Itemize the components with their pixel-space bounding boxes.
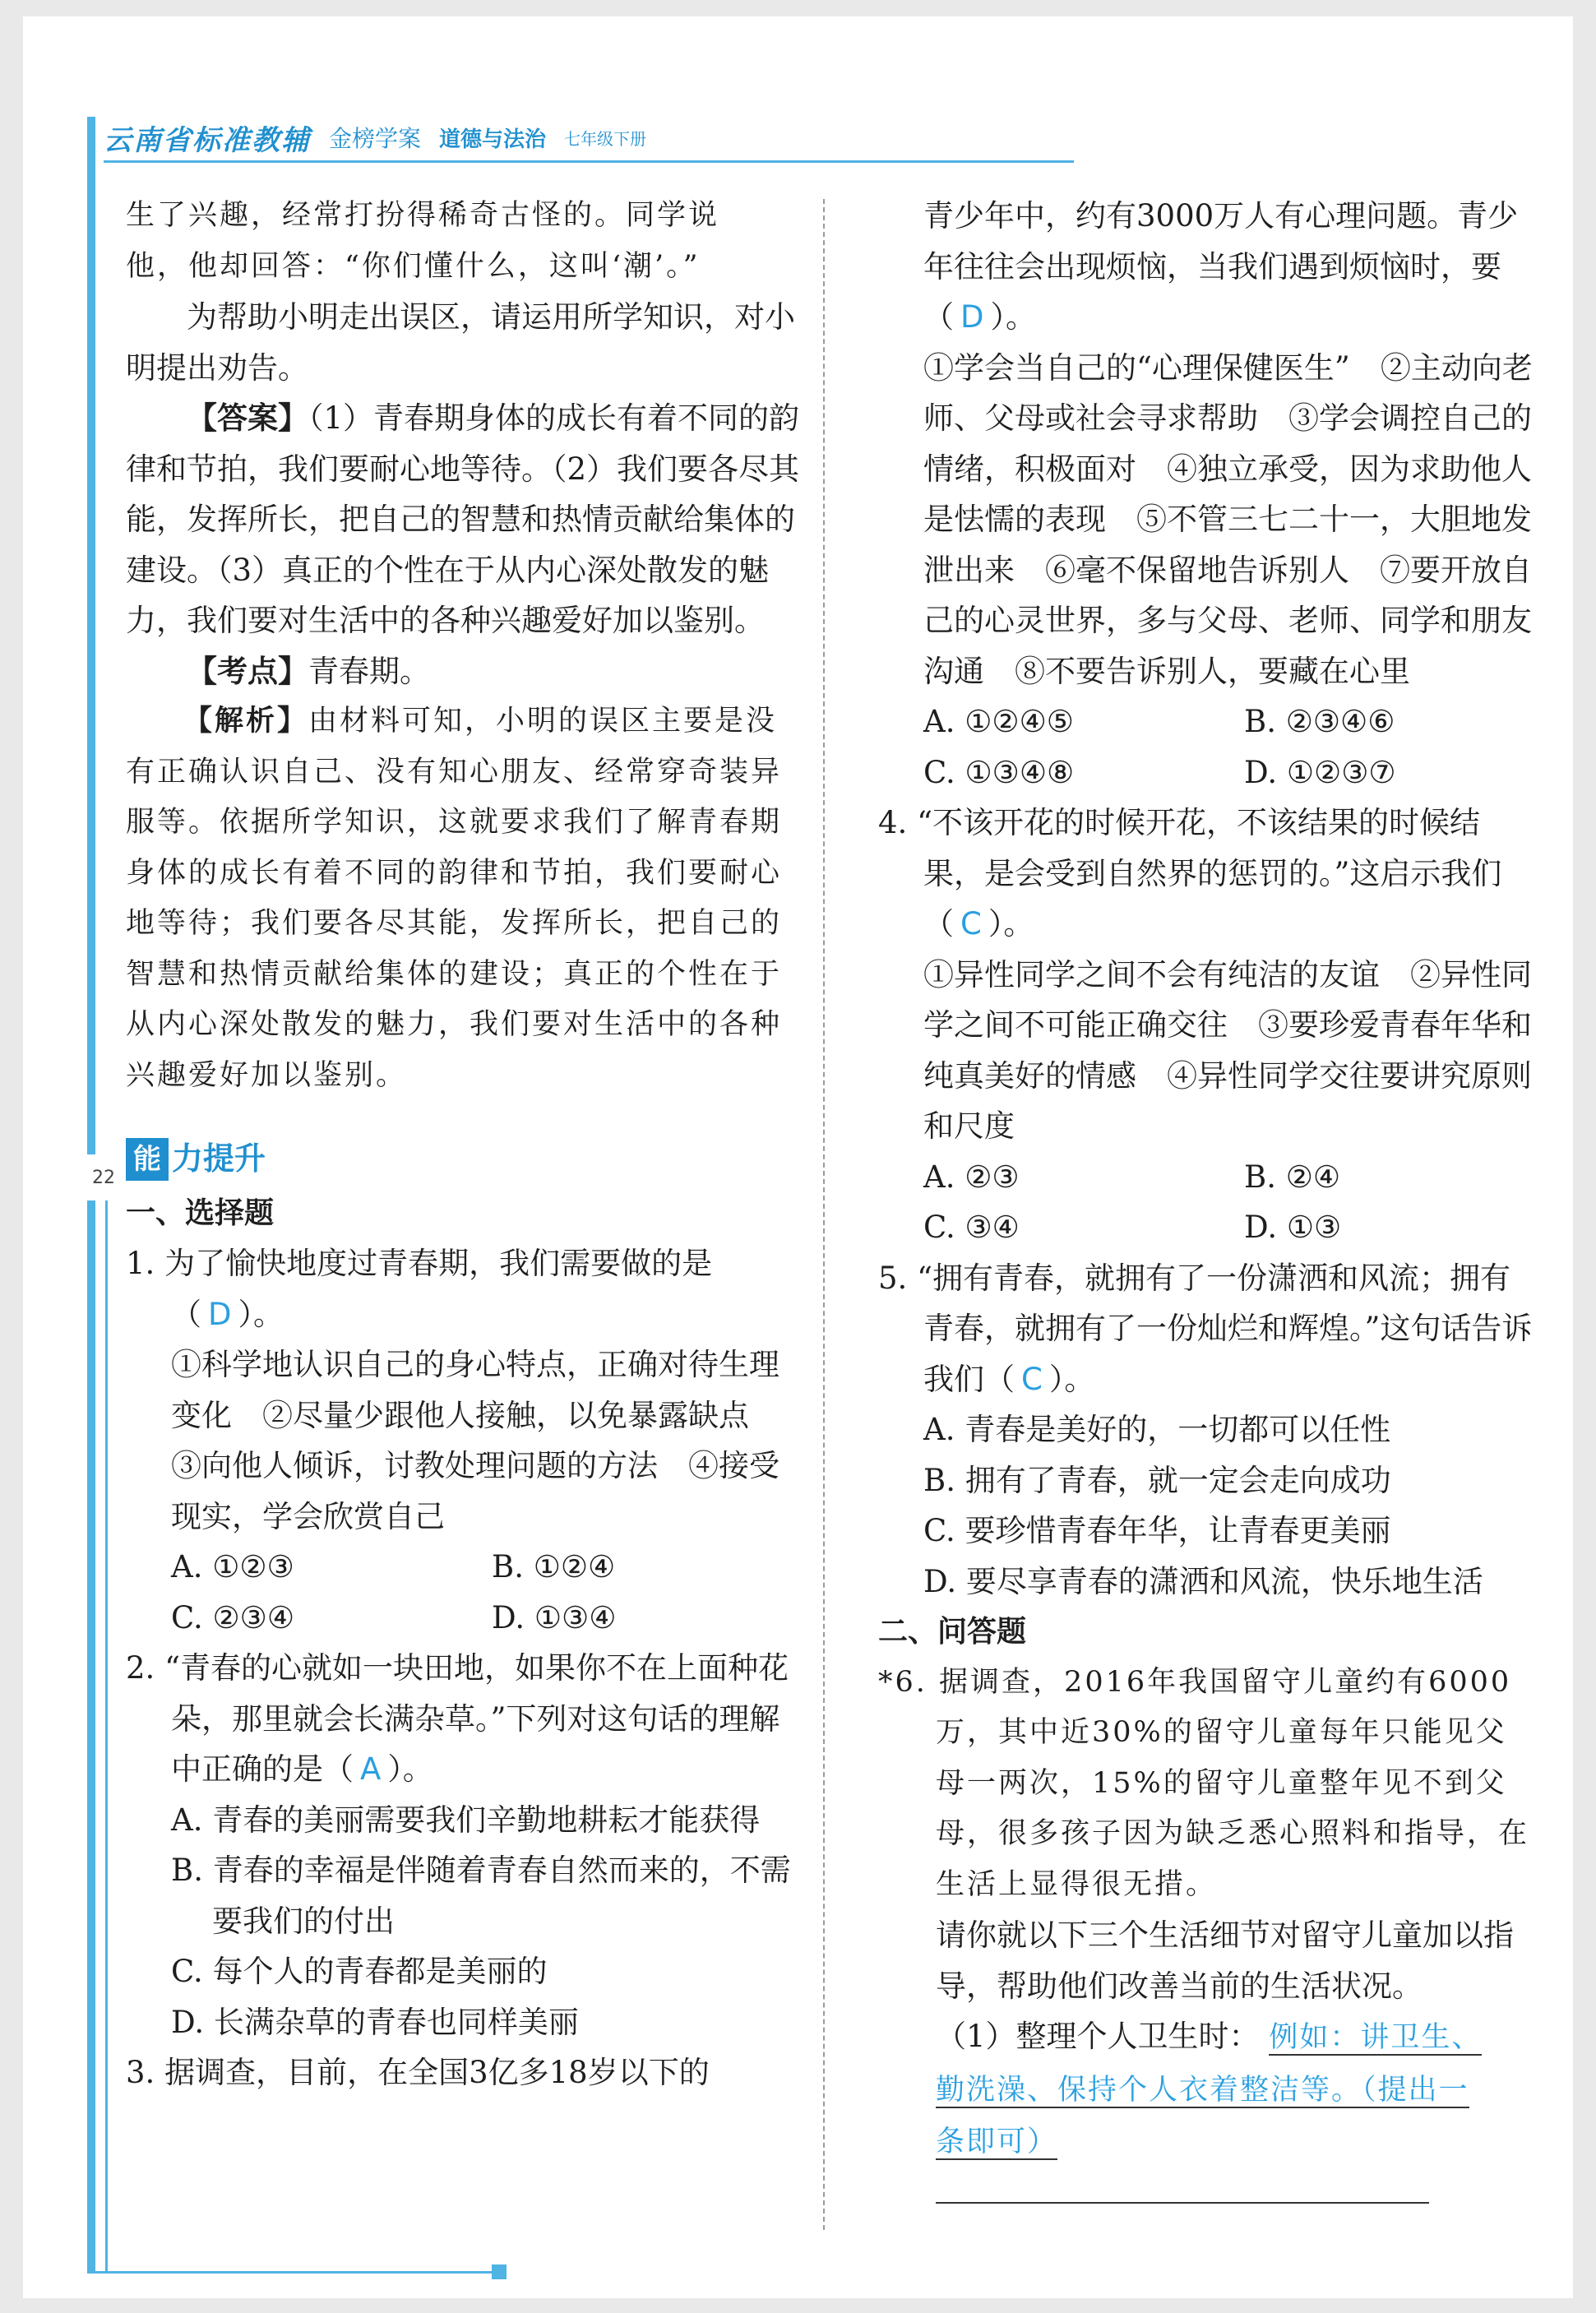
- right-column: [878, 191, 1536, 2218]
- question-3-cont: [878, 191, 1536, 343]
- question-stem: “拥有青春，就拥有了一份潇洒和风流；拥有青春，就拥有了一份灿烂和辉煌。”这句话告诉我们（: [917, 1260, 1533, 1397]
- option-c: C. 要珍惜青春年华，让青春更美丽: [923, 1513, 1391, 1548]
- option-a: A. ①②④⑤: [923, 704, 1074, 739]
- option-c: C. ③④: [923, 1210, 1020, 1245]
- question-items: ①科学地认识自己的身心特点，正确对待生理变化 ②尽量少跟他人接触，以免暴露缺点 ③向他人倾诉，讨教处理问题的方法 ④接受现实，学会欣赏自己: [171, 1347, 779, 1534]
- option-b: B. 青春的幸福是伴随着青春自然而来的，不需要我们的付出: [171, 1853, 791, 1939]
- question-1: [126, 1238, 800, 1339]
- bottom-accent-square: [492, 2264, 507, 2279]
- question-number: 5.: [878, 1260, 908, 1296]
- ability-section-heading: [126, 1134, 800, 1185]
- point-tag: 【考点】: [187, 653, 308, 689]
- question-3-start: [126, 2047, 800, 2098]
- question-stem-end: ）。: [238, 1296, 284, 1332]
- analysis-block: [126, 696, 800, 1101]
- textbook-page: [23, 16, 1573, 2298]
- answer-block: [126, 393, 800, 646]
- question-6: [878, 1658, 1536, 1911]
- option-b: B. ②④: [1244, 1159, 1341, 1195]
- question-stem-end: ）。: [1048, 1361, 1095, 1397]
- answer-mark: A: [360, 1751, 382, 1787]
- handwritten-answer: 勤洗澡、保持个人衣着整洁等。（提出一: [936, 2073, 1469, 2107]
- handwritten-answer-line: [878, 2064, 1536, 2116]
- header-series: 金榜学案: [329, 125, 422, 152]
- option-d: D. 长满杂草的青春也同样美丽: [171, 2004, 579, 2040]
- header-subject: 道德与法治: [439, 127, 547, 152]
- left-accent-thin-bar: [105, 1200, 108, 2274]
- case-task: 为帮助小明走出误区，请运用所学知识，对小明提出劝告。: [126, 299, 795, 386]
- handwritten-answer: 例如：讲卫生、: [1269, 2021, 1483, 2054]
- option-c: C. ②③④: [171, 1599, 295, 1635]
- question-task: 请你就以下三个生活细节对留守儿童加以指导，帮助他们改善当前的生活状况。: [936, 1917, 1514, 2004]
- question-number: 1.: [126, 1246, 155, 1281]
- sub-question-label: （1）整理个人卫生时：: [936, 2019, 1260, 2054]
- option-b: B. ②③④⑥: [1244, 704, 1395, 739]
- option-c: C. 每个人的青春都是美丽的: [171, 1954, 548, 1989]
- handwritten-answer-line: [878, 2116, 1536, 2218]
- left-column: [126, 191, 800, 2098]
- question-number: 4.: [878, 805, 908, 840]
- header-brand: 云南省标准教辅: [104, 123, 311, 157]
- question-items: ①异性同学之间不会有纯洁的友谊 ②异性同学之间不可能正确交往 ③要珍爱青春年华和纯真美好的情感 ④异性同学交往要讲究原则和尺度: [923, 956, 1532, 1144]
- question-items: ①学会当自己的“心理保健医生” ②主动向老师、父母或社会寻求帮助 ③学会调控自己的情绪，积极面对 ④独立承受，因为求助他人是怯懦的表现 ⑤不管三七二十一，大胆地发泄出来 ⑥毫不保留地告诉别人 ⑦要开放自己的心灵世界，多与父母、老师、同学和朋友沟通 ⑧不要告诉别人，要藏在心里: [923, 349, 1533, 689]
- option-d: D. 要尽享青春的潇洒和风流，快乐地生活: [923, 1563, 1483, 1599]
- bottom-accent-rule: [87, 2271, 498, 2274]
- header-rule: [104, 160, 1074, 163]
- point-block: [126, 646, 800, 697]
- answer-mark: C: [1021, 1361, 1043, 1397]
- question-stem: “青春的心就如一块田地，如果你不在上面种花朵，那里就会长满杂草。”下列对这句话的理解中正确的是（: [164, 1650, 789, 1787]
- question-5: [878, 1253, 1536, 1405]
- option-a: A. ①②③: [171, 1549, 294, 1584]
- option-a: A. 青春的美丽需要我们辛勤地耕耘才能获得: [171, 1802, 761, 1838]
- sub-question-1: [878, 2011, 1536, 2064]
- option-b: B. ①②④: [492, 1549, 616, 1584]
- option-d: D. ①③: [1244, 1210, 1342, 1245]
- answer-mark: C: [960, 906, 982, 941]
- options: [878, 696, 1536, 798]
- question-4: [878, 798, 1536, 950]
- option-a: A. ②③: [923, 1159, 1020, 1195]
- question-2: [126, 1643, 800, 1795]
- left-accent-bar: [87, 117, 95, 1154]
- option-a: A. 青春是美好的，一切都可以任性: [923, 1412, 1391, 1447]
- option-d: D. ①②③⑦: [1244, 754, 1396, 790]
- answer-mark: D: [208, 1296, 232, 1332]
- option-b: B. 拥有了青春，就一定会走向成功: [923, 1462, 1391, 1498]
- question-number: 3.: [126, 2055, 155, 2090]
- question-stem: 青少年中，约有3000万人有心理问题。青少年往往会出现烦恼，当我们遇到烦恼时，要（: [923, 198, 1519, 335]
- column-divider: [823, 199, 825, 2230]
- answer-blank-line: [936, 2202, 1429, 2204]
- options: [126, 1542, 800, 1643]
- question-number: 2.: [126, 1650, 155, 1686]
- option-c: C. ①③④⑧: [923, 754, 1075, 790]
- question-number: *6.: [878, 1665, 928, 1699]
- question-stem: “不该开花的时候开花，不该结果的时候结果，是会受到自然界的惩罚的。”这启示我们（: [917, 805, 1502, 941]
- question-stem: 为了愉快地度过青春期，我们需要做的是（: [164, 1246, 713, 1332]
- running-header: [104, 117, 646, 158]
- question-stem-end: ）。: [990, 299, 1036, 335]
- case-text-line: 他，他却回答：“你们懂什么，这叫‘潮’。”: [126, 249, 701, 283]
- question-stem-end: ）。: [387, 1751, 433, 1787]
- analysis-tag: 【解析】: [183, 705, 309, 738]
- handwritten-answer: 条即可）: [936, 2126, 1058, 2158]
- analysis-text: 由材料可知，小明的误区主要是没有正确认识自己、没有知心朋友、经常穿奇装异服等。依据所学知识，这就要求我们了解青春期身体的成长有着不同的韵律和节拍，我们要耐心地等待；我们要各尽其能，发挥所长，把自己的智慧和热情贡献给集体的建设；真正的个性在于从内心深处散发的魅力，我们要对生活中的各种兴趣爱好加以鉴别。: [126, 705, 783, 1092]
- case-text-line: 生了兴趣，经常打扮得稀奇古怪的。同学说: [126, 199, 720, 232]
- question-stem: 据调查，2016年我国留守儿童约有6000万，其中近30%的留守儿童每年只能见父母一两次，15%的留守儿童整年见不到父母，很多孩子因为缺乏悉心照料和指导，在生活上显得很无措。: [936, 1665, 1530, 1901]
- section-choice-title: 一、选择题: [126, 1196, 275, 1230]
- point-text: 青春期。: [308, 653, 430, 689]
- section-qa-title: 二、问答题: [878, 1615, 1027, 1649]
- header-grade: 七年级下册: [564, 128, 647, 149]
- ability-icon: 能: [126, 1138, 169, 1181]
- option-d: D. ①③④: [492, 1599, 617, 1635]
- ability-title: 力提升: [172, 1140, 266, 1177]
- question-stem-end: ）。: [988, 906, 1034, 941]
- options: [878, 1152, 1536, 1253]
- answer-mark: D: [960, 299, 984, 335]
- answer-tag: 【答案】: [187, 400, 308, 436]
- answer-text: （1）青春期身体的成长有着不同的韵律和节拍，我们要耐心地等待。（2）我们要各尽其能，发挥所长，把自己的智慧和热情贡献给集体的建设。（3）真正的个性在于从内心深处散发的魅力，我们要对生活中的各种兴趣爱好加以鉴别。: [126, 400, 800, 638]
- page-number: 22: [92, 1168, 115, 1188]
- left-accent-bar-lower: [87, 1200, 95, 2274]
- question-stem: 据调查，目前，在全国3亿多18岁以下的: [164, 2055, 710, 2090]
